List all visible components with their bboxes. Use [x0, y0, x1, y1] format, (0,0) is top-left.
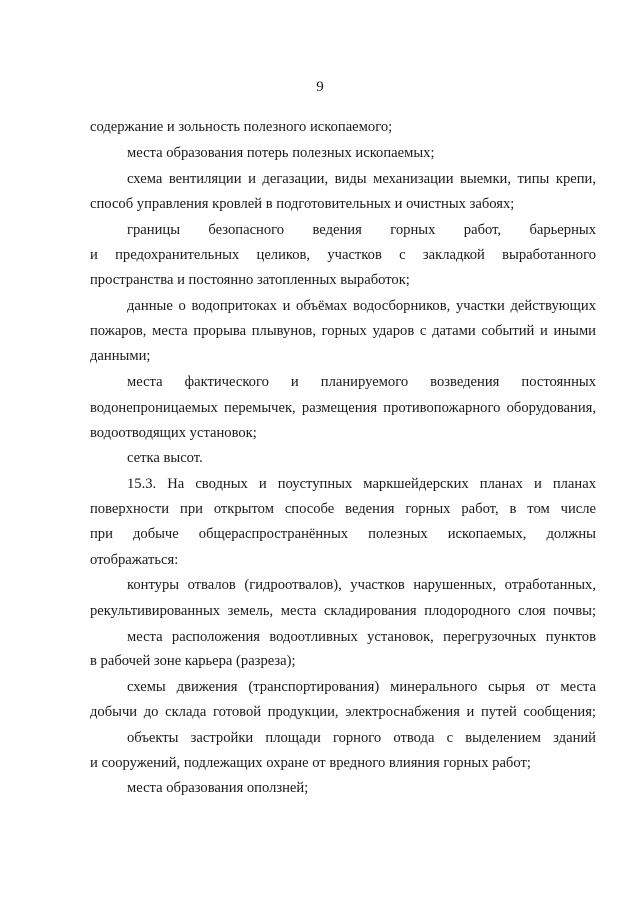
text-line: содержание и зольность полезного ископаемого;: [90, 119, 393, 135]
text-line: при добыче общераспространённых полезных ископаемых, должны: [90, 526, 596, 542]
text-line: пространства и постоянно затопленных выработок;: [90, 272, 410, 288]
text-line: контуры отвалов (гидроотвалов), участков нарушенных, отработанных,: [127, 577, 596, 593]
text-line: объекты застройки площади горного отвода с выделением зданий: [127, 730, 596, 746]
text-line: места расположения водоотливных установок, перегрузочных пунктов: [127, 629, 596, 645]
text-line: добычи до склада готовой продукции, электроснабжения и путей сообщения;: [90, 704, 596, 720]
text-line: данными;: [90, 348, 151, 364]
text-line: поверхности при открытом способе ведения горных работ, в том числе: [90, 501, 596, 517]
text-line: в рабочей зоне карьера (разреза);: [90, 653, 296, 669]
text-line: схема вентиляции и дегазации, виды механизации выемки, типы крепи,: [127, 171, 596, 187]
text-line: водонепроницаемых перемычек, размещения противопожарного оборудования,: [90, 400, 596, 416]
text-line: данные о водопритоках и объёмах водосборников, участки действующих: [127, 298, 596, 314]
text-line: рекультивированных земель, места складирования плодородного слоя почвы;: [90, 603, 596, 619]
page-number: 9: [316, 79, 324, 95]
text-line: отображаться:: [90, 552, 179, 568]
text-line: сетка высот.: [127, 450, 203, 466]
text-line: места образования оползней;: [127, 780, 309, 796]
text-line: границы безопасного ведения горных работ, барьерных: [127, 222, 596, 238]
text-line: схемы движения (транспортирования) минерального сырья от места: [127, 679, 596, 695]
text-line: места фактического и планируемого возведения постоянных: [127, 374, 596, 390]
text-line: и сооружений, подлежащих охране от вредного влияния горных работ;: [90, 755, 531, 771]
text-line: пожаров, места прорыва плывунов, горных ударов с датами событий и иными: [90, 323, 596, 339]
text-line: 15.3. На сводных и поуступных маркшейдерских планах и планах: [127, 476, 596, 492]
text-line: места образования потерь полезных ископаемых;: [127, 145, 435, 161]
text-line: водоотводящих установок;: [90, 425, 257, 441]
text-line: способ управления кровлей в подготовительных и очистных забоях;: [90, 196, 515, 212]
text-line: и предохранительных целиков, участков с закладкой выработанного: [90, 247, 596, 263]
